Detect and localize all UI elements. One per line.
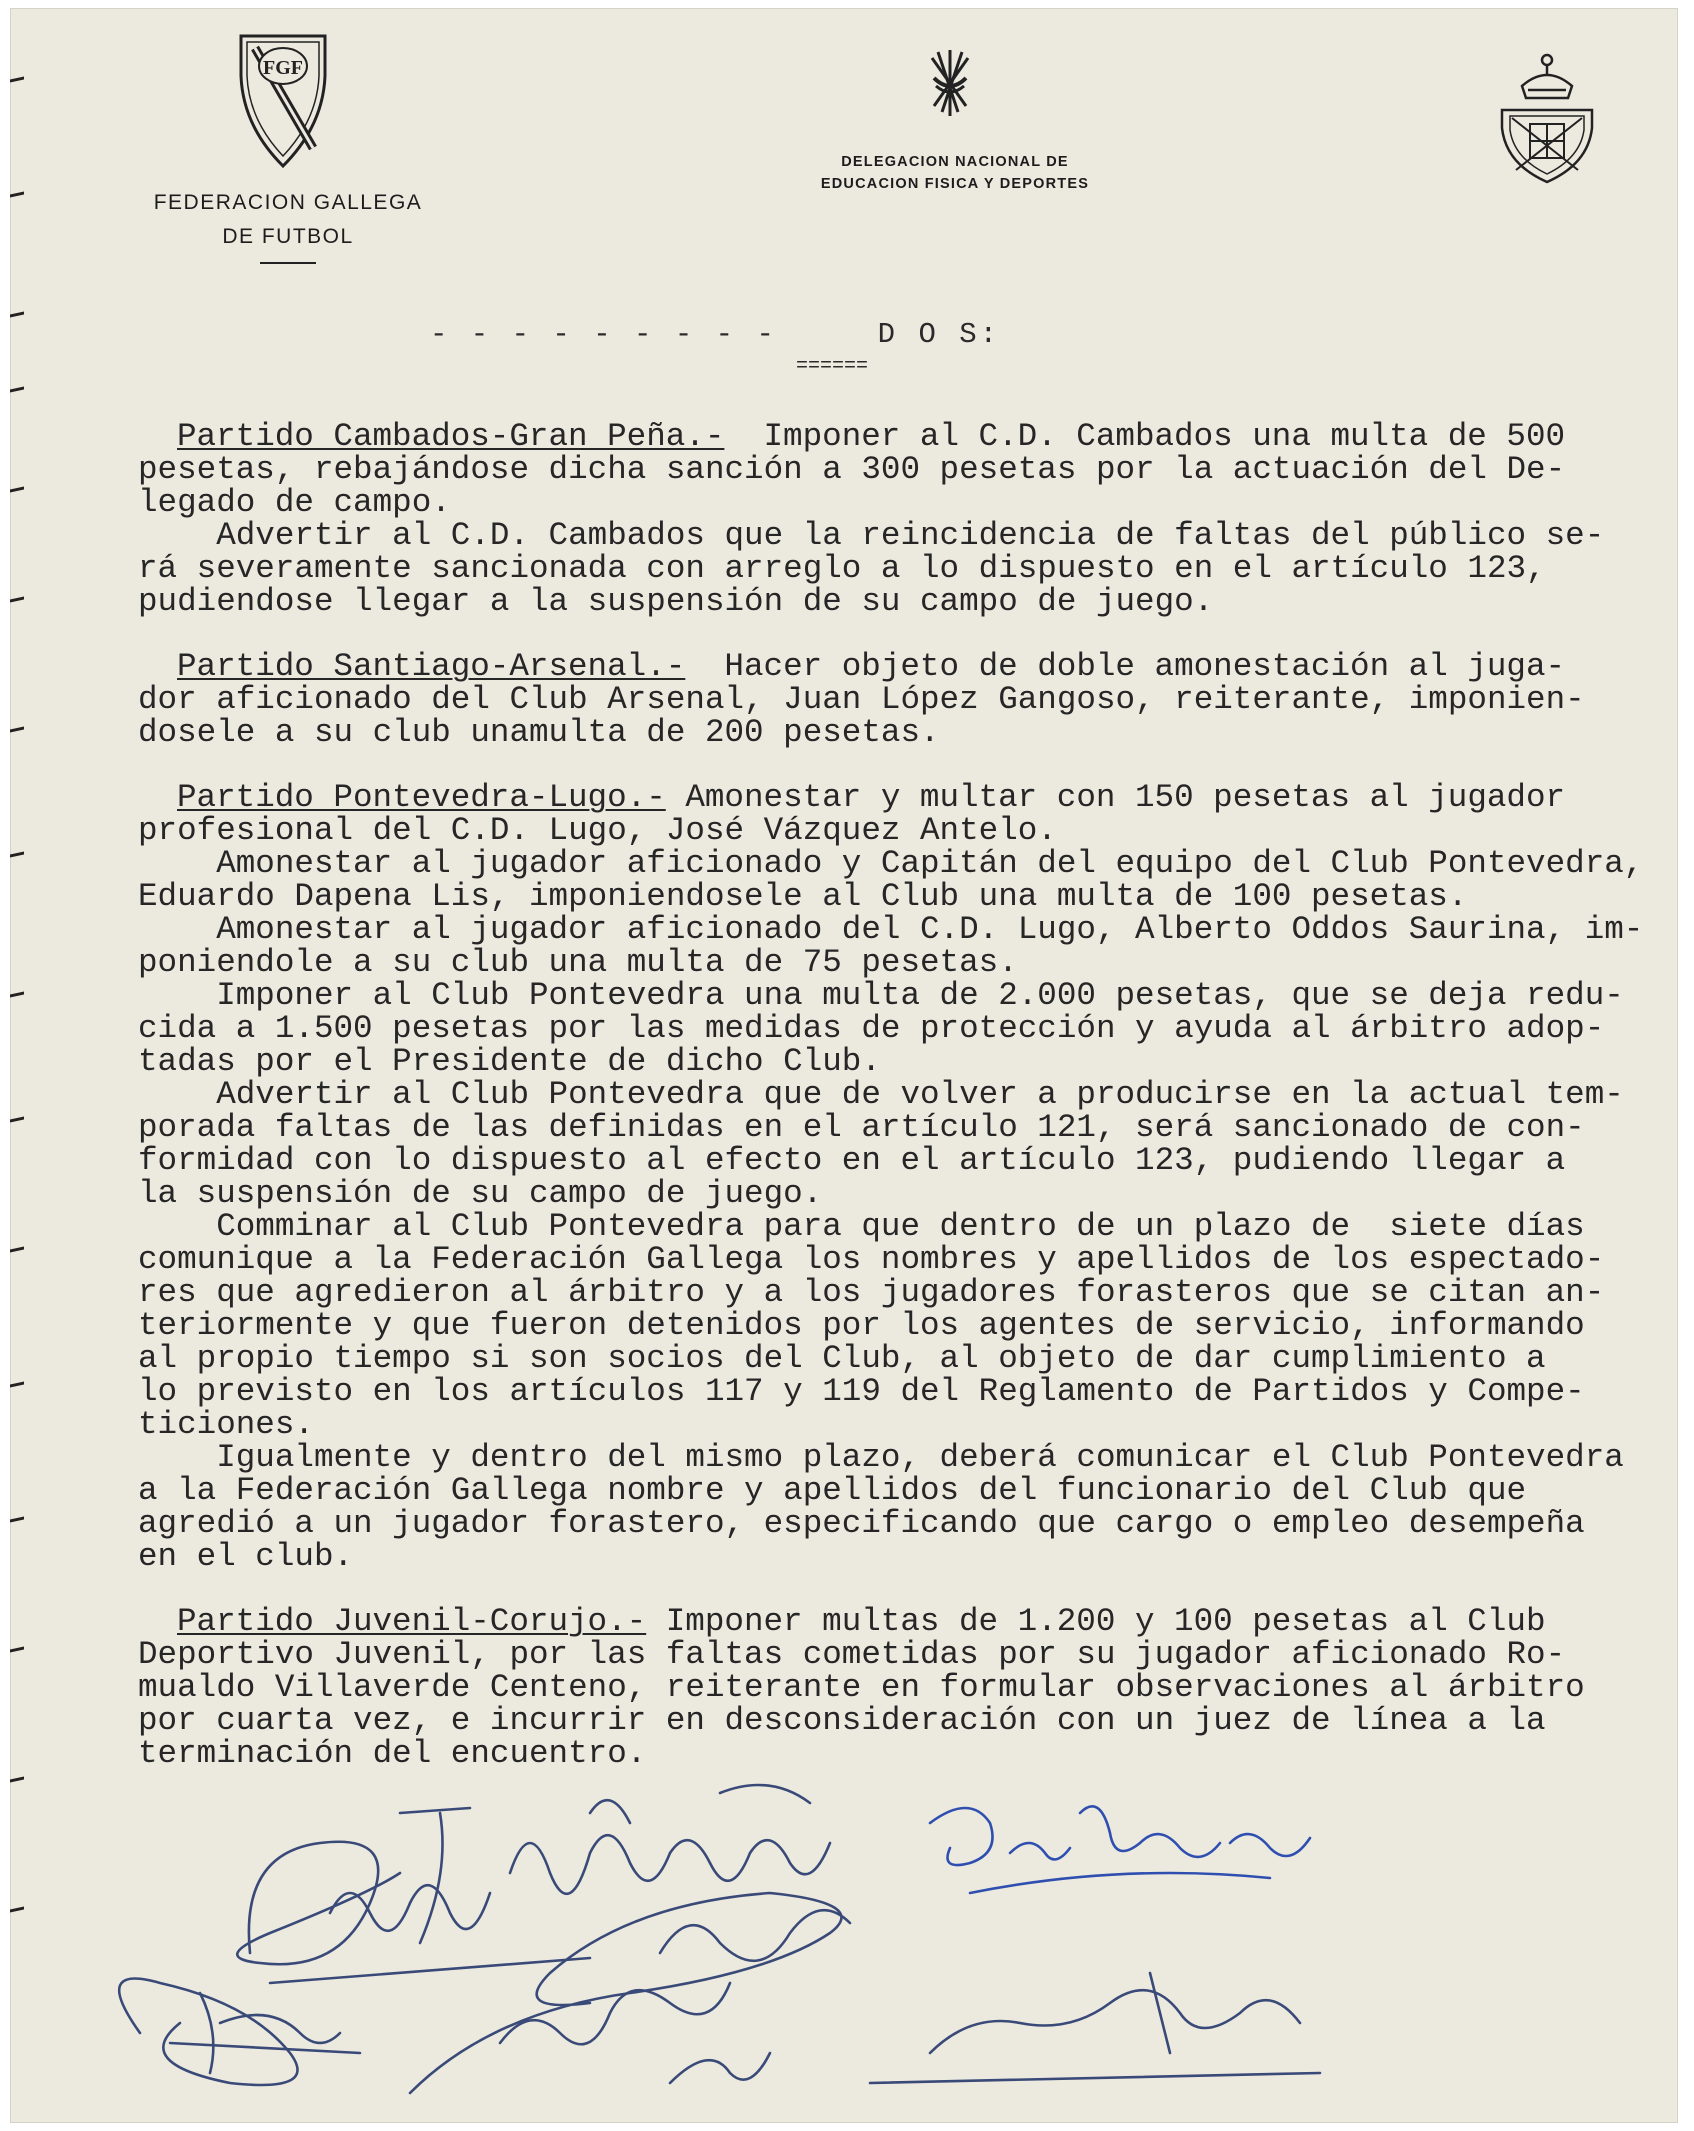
federation-divider [260,262,316,264]
document-page [10,8,1678,2123]
text-line: Deportivo Juvenil, por las faltas cometidas por su jugador aficionado Ro- [138,1636,1566,1673]
text-line: al propio tiempo si son socios del Club, al objeto de dar cumplimiento a [138,1340,1546,1377]
paragraph-juvenil [138,1605,1668,1770]
text-line: agredió a un jugador forastero, especificando que cargo o empleo desempeña [138,1505,1585,1542]
text-line: Imponer al Club Pontevedra una multa de 2.000 pesetas, que se deja redu- [138,977,1624,1014]
text-line: Advertir al C.D. Cambados que la reincidencia de faltas del público se- [138,517,1605,554]
text-line: Eduardo Dapena Lis, imponiendosele al Club una multa de 100 pesetas. [138,878,1468,915]
paragraph-pontevedra [138,781,1668,1573]
margin-mark [10,77,24,83]
paragraph-cambados [138,420,1668,618]
margin-mark [10,387,24,393]
text-line: mualdo Villaverde Centeno, reiterante en formular observaciones al árbitro [138,1669,1585,1706]
federation-line-2: DE FUTBOL [222,225,354,248]
margin-mark [10,1247,24,1253]
margin-mark [10,597,24,603]
federation-name [128,186,448,254]
section-underline: ====== [796,355,869,378]
margin-mark [10,727,24,733]
delegation-line-2: EDUCACION FISICA Y DEPORTES [820,176,1090,192]
margin-mark [10,1777,24,1783]
text-line: lo previsto en los artículos 117 y 119 del Reglamento de Partidos y Compe- [138,1373,1585,1410]
yoke-and-arrows-icon [928,46,972,118]
margin-mark [10,852,24,858]
federation-line-1: FEDERACION GALLEGA [153,191,423,214]
text-line: porada faltas de las definidas en el artículo 121, será sancionado de con- [138,1109,1585,1146]
paragraph-santiago [138,650,1668,749]
text-line: res que agredieron al árbitro y a los jugadores forasteros que se citan an- [138,1274,1605,1311]
text-line: Imponer al C.D. Cambados una multa de 500 [724,418,1566,455]
handwritten-signatures-icon [70,1753,1450,2113]
text-line: a la Federación Gallega nombre y apellidos del funcionario del Club que [138,1472,1527,1509]
crowned-shield-icon [1492,46,1602,186]
text-line: cida a 1.500 pesetas por las medidas de protección y ayuda al árbitro adop- [138,1010,1605,1047]
text-line: Imponer multas de 1.200 y 100 pesetas al Club [646,1603,1546,1640]
text-line: Advertir al Club Pontevedra que de volver a producirse en la actual tem- [138,1076,1624,1113]
text-line: legado de campo. [138,484,451,521]
text-line: comunique a la Federación Gallega los nombres y apellidos de los espectado- [138,1241,1605,1278]
margin-mark [10,1647,24,1653]
text-line: Hacer objeto de doble amonestación al juga- [685,648,1566,685]
match-heading: Partido Santiago-Arsenal.- [177,648,686,685]
margin-mark [10,1117,24,1123]
text-line: pudiendose llegar a la suspensión de su campo de juego. [138,583,1214,620]
delegation-line-1: DELEGACION NACIONAL DE [841,154,1069,170]
text-line: Amonestar y multar con 150 pesetas al jugador [665,779,1566,816]
text-line: ticiones. [138,1406,314,1443]
text-line: rá severamente sancionada con arreglo a lo dispuesto en el artículo 123, [138,550,1546,587]
text-line: poniendole a su club una multa de 75 pesetas. [138,944,1018,981]
text-line: en el club. [138,1538,354,1575]
text-line: teriormente y que fueron detenidos por los agentes de servicio, informando [138,1307,1585,1344]
resolution-text [138,420,1668,1802]
margin-mark [10,1517,24,1523]
fgf-shield-icon [235,30,331,170]
logo-lettering: FGF [263,57,303,79]
section-heading [430,318,1000,351]
section-dashes: - - - - - - - - - [430,318,777,351]
text-line: formidad con lo dispuesto al efecto en el artículo 123, pudiendo llegar a [138,1142,1566,1179]
section-title: D O S: [877,318,1001,351]
delegation-name [790,151,1120,195]
text-line: por cuarta vez, e incurrir en desconsideración con un juez de línea a la [138,1702,1546,1739]
match-heading: Partido Cambados-Gran Peña.- [177,418,725,455]
text-line: la suspensión de su campo de juego. [138,1175,823,1212]
text-line: Amonestar al jugador aficionado y Capitán del equipo del Club Pontevedra, [138,845,1644,882]
text-line: dor aficionado del Club Arsenal, Juan López Gangoso, reiterante, imponien- [138,681,1585,718]
text-line: pesetas, rebajándose dicha sanción a 300 pesetas por la actuación del De- [138,451,1566,488]
margin-mark [10,487,24,493]
text-line: Igualmente y dentro del mismo plazo, deberá comunicar el Club Pontevedra [138,1439,1624,1476]
margin-mark [10,1382,24,1388]
margin-mark [10,1907,24,1913]
match-heading: Partido Juvenil-Corujo.- [177,1603,647,1640]
text-line: Amonestar al jugador aficionado del C.D. Lugo, Alberto Oddos Saurina, im- [138,911,1644,948]
text-line: profesional del C.D. Lugo, José Vázquez Antelo. [138,812,1057,849]
text-line: tadas por el Presidente de dicho Club. [138,1043,881,1080]
text-line: dosele a su club unamulta de 200 pesetas. [138,714,940,751]
text-line: Comminar al Club Pontevedra para que dentro de un plazo de siete días [138,1208,1585,1245]
margin-mark [10,192,24,198]
text-line: terminación del encuentro. [138,1735,647,1772]
match-heading: Partido Pontevedra-Lugo.- [177,779,666,816]
margin-mark [10,992,24,998]
margin-mark [10,312,24,318]
